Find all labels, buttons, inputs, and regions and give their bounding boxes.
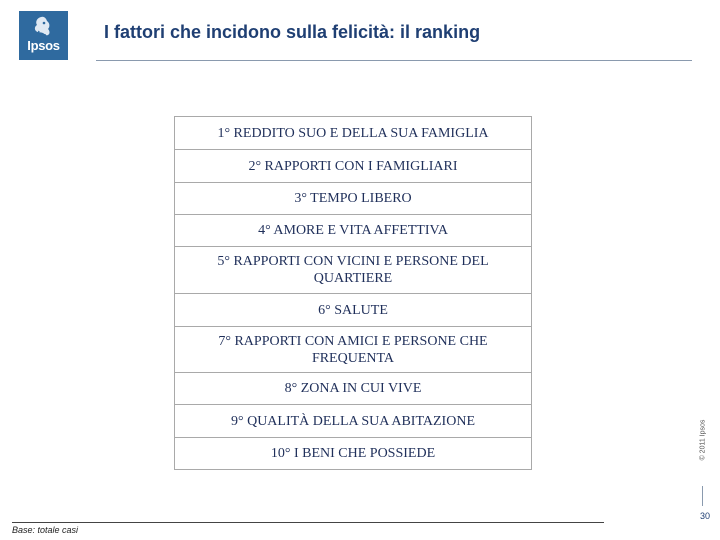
ranking-row: [175, 404, 531, 437]
ranking-label: 9° QUALITÀ DELLA SUA ABITAZIONE: [230, 413, 475, 429]
ranking-label: 7° RAPPORTI CON AMICI E PERSONE CHE FREQUENTA: [218, 333, 488, 366]
ranking-row: [175, 437, 531, 469]
copyright-text: © 2011 Ipsos: [699, 419, 707, 461]
ranking-row: [175, 326, 531, 372]
ranking-row: [175, 293, 531, 326]
title-divider: [96, 60, 692, 61]
page-title: I fattori che incidono sulla felicità: il ranking: [104, 22, 481, 42]
ranking-label: 5° RAPPORTI CON VICINI E PERSONE DEL QUARTIERE: [217, 254, 489, 286]
ranking-label: 8° ZONA IN CUI VIVE: [284, 381, 422, 396]
ranking-row: [175, 372, 531, 404]
ranking-label: 10° I BENI CHE POSSIEDE: [270, 446, 436, 461]
page-number: 30: [699, 511, 710, 521]
ranking-row: [175, 182, 531, 214]
logo-text: Ipsos: [27, 38, 60, 53]
ranking-label: 2° RAPPORTI CON I FAMIGLIARI: [248, 158, 458, 174]
ranking-label: 4° AMORE E VITA AFFETTIVA: [258, 223, 448, 238]
page-number-divider: [702, 486, 703, 506]
ipsos-logo: [19, 11, 68, 60]
copyright-note: [693, 400, 713, 480]
ranking-row: [175, 149, 531, 182]
ranking-label: 1° REDDITO SUO E DELLA SUA FAMIGLIA: [217, 125, 489, 141]
ranking-row: [175, 117, 531, 149]
footer-divider: [12, 522, 604, 523]
ranking-row: [175, 246, 531, 293]
ranking-label: 6° SALUTE: [318, 302, 388, 318]
ranking-table: [174, 116, 532, 470]
ranking-label: 3° TEMPO LIBERO: [294, 191, 412, 206]
ranking-row: [175, 214, 531, 246]
base-note: Base: totale casi: [12, 525, 79, 535]
